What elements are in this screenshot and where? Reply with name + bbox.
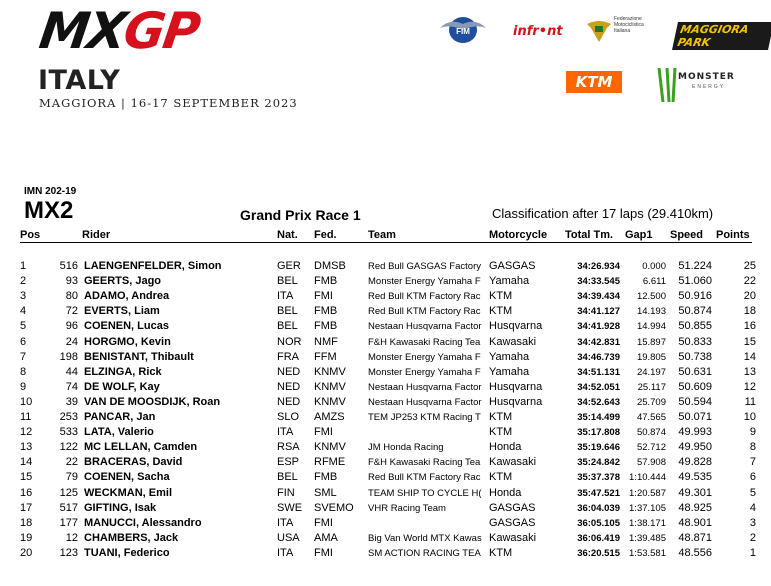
cell-pos: 2 [20,275,27,288]
cell-total: 35:47.521 [577,487,620,499]
cell-speed: 50.738 [678,350,712,363]
cell-total: 36:04.039 [577,502,620,514]
cell-num: 123 [59,546,78,559]
cell-points: 16 [743,320,756,333]
cell-num: 122 [59,441,78,454]
cell-points: 4 [749,501,756,514]
cell-gap: 1:38.171 [629,517,666,529]
table-row [0,425,771,440]
cell-total: 35:19.646 [577,442,620,454]
cell-moto: KTM [489,426,513,439]
cell-moto: KTM [489,305,513,318]
fmi-logo-icon [585,18,613,44]
cell-rider: EVERTS, Liam [84,305,160,318]
cell-pos: 12 [20,426,33,439]
table-row [0,470,771,485]
cell-points: 11 [744,395,756,408]
cell-total: 34:41.127 [577,306,620,318]
cell-speed: 48.925 [678,501,712,514]
cell-speed: 50.916 [678,290,712,303]
cell-nat: ITA [277,426,294,439]
cell-moto: KTM [489,411,513,423]
cell-pos: 6 [20,335,27,348]
col-header-pos: Pos [20,229,41,241]
table-row [0,274,771,289]
cell-speed: 48.556 [678,546,712,559]
cell-speed: 50.833 [678,335,712,348]
cell-total: 34:41.928 [577,321,620,333]
cell-fed: SML [314,486,337,499]
document-id: IMN 202-19 [24,186,77,197]
cell-rider: TUANI, Federico [84,546,170,559]
cell-nat: BEL [277,320,298,333]
cell-rider: COENEN, Sacha [84,471,170,484]
cell-points: 6 [749,471,756,484]
cell-moto: KTM [489,546,513,559]
cell-nat: USA [277,531,300,544]
cell-rider: COENEN, Lucas [84,320,169,333]
monster-logo-subtext: ENERGY [692,84,726,90]
cell-points: 5 [749,486,756,499]
cell-fed: KNMV [314,441,346,454]
cell-team: VHR Racing Team [368,502,446,514]
cell-total: 35:17.808 [577,427,620,439]
cell-gap: 14.193 [636,306,666,318]
cell-gap: 50.874 [636,427,666,439]
cell-team: SM ACTION RACING TEA [368,547,481,559]
cell-speed: 51.224 [678,260,712,272]
table-row [0,304,771,319]
cell-moto: KTM [489,290,513,303]
table-row [0,289,771,304]
col-header-rider: Rider [82,229,111,241]
cell-num: 516 [59,260,78,272]
fim-logo-text: FIM [456,27,470,36]
cell-num: 72 [65,305,78,318]
table-row [0,365,771,380]
cell-fed: FMI [314,426,333,439]
cell-pos: 13 [20,441,33,454]
cell-speed: 48.871 [678,531,712,544]
cell-num: 253 [59,411,78,423]
class-name: MX2 [24,197,74,224]
cell-gap: 15.897 [636,336,666,348]
cell-points: 7 [749,456,756,469]
cell-rider: WECKMAN, Emil [84,486,172,499]
col-header-gap: Gap1 [625,229,653,241]
cell-team: Monster Energy Yamaha F [368,276,481,288]
cell-num: 12 [65,531,78,544]
cell-fed: FMB [314,320,338,333]
cell-num: 198 [59,350,78,363]
cell-fed: FMB [314,471,338,484]
race-title: Grand Prix Race 1 [240,207,361,223]
cell-gap: 25.117 [637,381,666,393]
table-row [0,410,771,425]
cell-nat: BEL [277,275,298,288]
fmi-text: Federazione Motociclistica Italiana [614,16,644,34]
cell-gap: 25.709 [636,396,666,408]
cell-moto: Yamaha [489,275,530,288]
cell-gap: 1:39.485 [629,532,666,544]
cell-total: 34:42.831 [577,336,620,348]
cell-points: 14 [743,350,756,363]
cell-moto: Yamaha [489,350,530,363]
table-row [0,455,771,470]
cell-total: 36:06.419 [577,532,620,544]
cell-speed: 48.901 [678,516,712,529]
cell-points: 15 [743,335,756,348]
table-row [0,486,771,501]
col-header-points: Points [716,229,750,241]
cell-rider: HORGMO, Kevin [84,335,171,348]
cell-fed: KNMV [314,380,346,393]
cell-points: 10 [743,411,756,423]
cell-nat: FRA [277,350,299,363]
cell-gap: 1:10.444 [629,472,666,484]
table-row [0,531,771,546]
cell-num: 22 [65,456,78,469]
cell-total: 34:39.434 [577,291,620,303]
col-header-nat: Nat. [277,229,298,241]
table-row [0,395,771,410]
table-row [0,440,771,455]
cell-speed: 49.950 [678,441,712,454]
cell-points: 1 [749,546,756,559]
cell-nat: NOR [277,335,302,348]
cell-total: 36:20.515 [577,547,620,559]
table-row [0,259,771,274]
cell-rider: MANUCCI, Alessandro [84,516,202,529]
cell-nat: NED [277,365,301,378]
cell-nat: FIN [277,486,295,499]
cell-nat: ITA [277,546,294,559]
cell-moto: GASGAS [489,260,536,272]
cell-pos: 17 [20,501,33,514]
cell-team: F&H Kawasaki Racing Tea [368,336,481,348]
cell-rider: MC LELLAN, Camden [84,441,198,454]
cell-num: 177 [59,516,78,529]
cell-points: 22 [743,275,756,288]
cell-fed: FMB [314,305,338,318]
ktm-logo: KTM [566,71,622,93]
cell-pos: 4 [20,305,27,318]
cell-points: 25 [743,260,756,272]
cell-fed: FMB [314,275,338,288]
cell-fed: FMI [314,546,333,559]
cell-pos: 7 [20,350,27,363]
cell-moto: Honda [489,486,522,499]
table-row [0,546,771,561]
cell-points: 3 [749,516,756,529]
cell-num: 74 [65,380,78,393]
event-subtitle: MAGGIORA | 16-17 SEPTEMBER 2023 [39,96,298,110]
cell-pos: 14 [20,456,33,469]
cell-rider: LAENGENFELDER, Simon [84,260,222,272]
cell-num: 79 [65,471,78,484]
table-row [0,335,771,350]
cell-total: 34:52.051 [577,381,620,393]
cell-moto: Honda [489,441,522,454]
cell-speed: 50.594 [678,395,712,408]
cell-pos: 11 [20,411,32,423]
cell-moto: KTM [489,471,513,484]
cell-gap: 0.000 [642,261,666,272]
cell-gap: 1:53.581 [629,547,666,559]
logo-gp-text: GP [120,2,203,60]
cell-speed: 49.535 [678,471,712,484]
cell-team: JM Honda Racing [368,442,444,454]
classification-summary: Classification after 17 laps (29.410km) [492,206,714,221]
cell-pos: 3 [20,290,27,303]
header-divider [20,242,752,243]
logo-mx-text: MX [35,2,129,60]
cell-total: 35:14.499 [577,412,620,423]
cell-nat: SWE [277,501,303,514]
cell-fed: SVEMO [314,501,354,514]
cell-rider: PANCAR, Jan [84,411,156,423]
cell-gap: 52.712 [636,442,666,454]
mxgp-logo [35,2,203,60]
cell-fed: RFME [314,456,346,469]
cell-team: Red Bull KTM Factory Rac [368,306,481,318]
cell-team: TEAM SHIP TO CYCLE H( [368,487,482,499]
cell-fed: AMA [314,531,338,544]
table-row [0,380,771,395]
cell-moto: Kawasaki [489,335,537,348]
cell-moto: GASGAS [489,516,536,529]
cell-rider: CHAMBERS, Jack [84,531,179,544]
cell-moto: Kawasaki [489,531,537,544]
cell-team: F&H Kawasaki Racing Tea [368,457,481,469]
cell-speed: 50.874 [678,305,712,318]
cell-gap: 57.908 [636,457,666,469]
cell-team: Monster Energy Yamaha F [368,351,481,363]
table-row [0,350,771,365]
cell-points: 20 [743,290,756,303]
cell-team: Red Bull GASGAS Factory [368,261,481,272]
cell-num: 93 [65,275,78,288]
cell-pos: 20 [20,546,33,559]
cell-team: Red Bull KTM Factory Rac [368,472,481,484]
cell-gap: 6.611 [642,276,666,288]
cell-speed: 51.060 [678,275,712,288]
cell-num: 44 [65,365,78,378]
fim-logo-icon [438,14,488,46]
cell-points: 18 [743,305,756,318]
cell-total: 34:46.739 [577,351,620,363]
cell-moto: Husqvarna [489,395,543,408]
table-row [0,501,771,516]
cell-team: TEM JP253 KTM Racing T [368,412,481,423]
cell-pos: 1 [20,260,27,272]
table-row [0,319,771,334]
col-header-speed: Speed [670,229,704,241]
cell-nat: NED [277,395,301,408]
maggiora-park-logo: MAGGIORA PARK [672,22,771,50]
cell-gap: 1:37.105 [629,502,666,514]
cell-rider: GEERTS, Jago [84,275,162,288]
cell-team: Nestaan Husqvarna Factor [368,321,482,333]
monster-logo-text: MONSTER [678,72,735,82]
cell-gap: 12.500 [636,291,666,303]
cell-speed: 49.301 [678,486,712,499]
cell-total: 34:26.934 [577,261,620,272]
cell-total: 36:05.105 [577,517,620,529]
col-header-team: Team [368,229,396,241]
cell-num: 39 [65,395,78,408]
cell-speed: 50.855 [678,320,712,333]
cell-pos: 5 [20,320,27,333]
cell-total: 35:24.842 [577,457,620,469]
cell-fed: AMZS [314,411,345,423]
cell-gap: 47.565 [636,412,666,423]
cell-num: 24 [65,335,78,348]
cell-rider: VAN DE MOOSDIJK, Roan [84,395,221,408]
cell-fed: FMI [314,516,333,529]
event-name: ITALY [38,65,121,96]
cell-nat: BEL [277,305,298,318]
cell-rider: ADAMO, Andrea [84,290,170,303]
cell-nat: ESP [277,456,300,469]
cell-points: 2 [749,531,756,544]
cell-team: Red Bull KTM Factory Rac [368,291,481,303]
cell-points: 13 [743,365,756,378]
cell-nat: RSA [277,441,300,454]
cell-team: Big Van World MTX Kawas [368,532,482,544]
cell-pos: 16 [20,486,33,499]
cell-team: Nestaan Husqvarna Factor [368,396,482,408]
cell-pos: 18 [20,516,33,529]
cell-rider: DE WOLF, Kay [84,380,160,393]
cell-fed: FMI [314,290,333,303]
cell-nat: NED [277,380,301,393]
cell-rider: BRACERAS, David [84,456,183,469]
cell-fed: FFM [314,350,337,363]
cell-pos: 8 [20,365,27,378]
col-header-motorcycle: Motorcycle [489,229,548,241]
cell-nat: ITA [277,290,294,303]
cell-rider: ELZINGA, Rick [84,365,162,378]
cell-pos: 15 [20,471,33,484]
cell-pos: 10 [20,395,33,408]
cell-num: 80 [65,290,78,303]
cell-fed: KNMV [314,395,346,408]
cell-rider: LATA, Valerio [84,426,154,439]
cell-gap: 1:20.587 [629,487,666,499]
cell-speed: 50.631 [678,365,712,378]
cell-team: Nestaan Husqvarna Factor [368,381,482,393]
cell-fed: DMSB [314,260,346,272]
cell-moto: Kawasaki [489,456,537,469]
cell-total: 34:51.131 [577,366,620,378]
cell-moto: Yamaha [489,365,530,378]
cell-speed: 50.609 [678,380,712,393]
cell-num: 125 [59,486,78,499]
cell-rider: GIFTING, Isak [84,501,157,514]
cell-nat: SLO [277,411,300,423]
cell-nat: BEL [277,471,298,484]
cell-pos: 19 [20,531,33,544]
cell-nat: GER [277,260,301,272]
cell-points: 8 [749,441,756,454]
cell-total: 34:52.643 [577,396,620,408]
cell-rider: BENISTANT, Thibault [84,350,194,363]
cell-points: 12 [743,380,756,393]
cell-fed: KNMV [314,365,346,378]
cell-gap: 24.197 [636,366,666,378]
cell-team: Monster Energy Yamaha F [368,366,481,378]
cell-points: 9 [749,426,756,439]
cell-moto: Husqvarna [489,380,543,393]
cell-nat: ITA [277,516,294,529]
table-row [0,516,771,531]
cell-gap: 14.994 [636,321,666,333]
col-header-fed: Fed. [314,229,337,241]
cell-fed: NMF [314,335,338,348]
cell-moto: GASGAS [489,501,536,514]
cell-pos: 9 [20,380,27,393]
cell-speed: 49.993 [678,426,712,439]
cell-gap: 19.805 [636,351,666,363]
cell-speed: 49.828 [678,456,712,469]
cell-speed: 50.071 [678,411,712,423]
cell-total: 35:37.378 [577,472,620,484]
cell-num: 96 [65,320,78,333]
cell-total: 34:33.545 [577,276,620,288]
cell-num: 517 [59,501,78,514]
cell-moto: Husqvarna [489,320,543,333]
infront-logo: infr•nt [513,24,563,39]
cell-num: 533 [59,426,78,439]
col-header-total-time: Total Tm. [565,229,614,241]
